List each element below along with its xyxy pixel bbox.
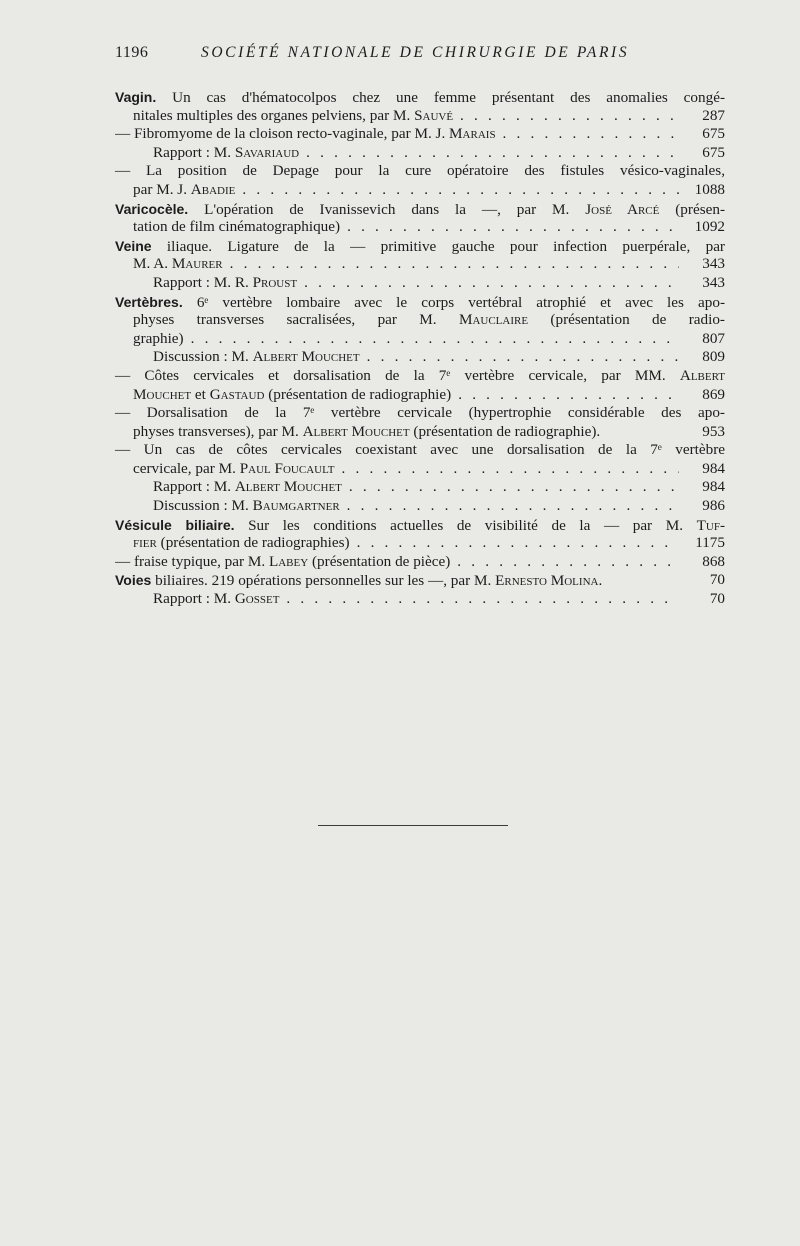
- author-name: Paul Foucault: [239, 459, 335, 477]
- author-name: José Arcé: [585, 200, 660, 218]
- page-ref: 1088: [679, 181, 725, 200]
- index-line: — Un cas de côtes cervicales coexistant avec une dorsalisation de la 7ᵉ vertèbre: [115, 441, 725, 459]
- author-name: Abadie: [190, 180, 236, 198]
- author-name: Savariaud: [234, 143, 300, 161]
- author-name: Gosset: [234, 590, 280, 608]
- index-line: Voies biliaires. 219 opérations personnelles sur les —, par M. Ernesto Molina. 70: [115, 571, 725, 590]
- index-keyword: Varicocèle.: [115, 200, 189, 217]
- page-header: [115, 44, 725, 66]
- index-keyword: Vagin.: [115, 89, 157, 105]
- index-line: cervicale, par M. Paul Foucault . . . 984: [115, 460, 725, 479]
- author-name: Tuf-: [696, 516, 726, 534]
- index-line: — La position de Depage pour la cure opératoire des fistules vésico-vaginales,: [115, 162, 725, 180]
- index-line: Vertèbres. 6ᵉ vertèbre lombaire avec le corps vertébral atrophié et avec les apo-: [115, 293, 726, 311]
- page-ref: 868: [679, 553, 725, 572]
- index-line: Varicocèle. L'opération de Ivanissevich dans la —, par M. José Arcé (présen-: [115, 200, 726, 218]
- index-line: Discussion : M. Baumgartner . . . 986: [115, 497, 725, 516]
- page-ref: 1175: [679, 534, 725, 553]
- index-line: Rapport : M. Savariaud . . . 675: [115, 144, 725, 163]
- index-line: physes transverses sacralisées, par M. Mauclaire (présentation de radio-: [133, 311, 725, 329]
- index-line: Mouchet et Gastaud (présentation de radiographie) . . . 869: [115, 386, 725, 405]
- author-name: Baumgartner: [252, 497, 340, 515]
- index-line: Rapport : M. Albert Mouchet . . . 984: [115, 478, 725, 497]
- author-name: Sauvé: [414, 106, 454, 124]
- index-line: fier (présentation de radiographies) . . . 1175: [115, 534, 725, 553]
- index-keyword: Vésicule biliaire.: [115, 516, 235, 533]
- index-line: tation de film cinématographique) . . . 1092: [115, 218, 725, 237]
- author-name: fier: [133, 534, 157, 552]
- page-ref: 70: [679, 590, 725, 609]
- page-ref: 343: [679, 255, 725, 274]
- index-line: Vésicule biliaire. Sur les conditions actuelles de visibilité de la — par M. Tuf-: [115, 516, 726, 534]
- subject-index: [115, 88, 725, 609]
- running-title: SOCIÉTÉ NATIONALE DE CHIRURGIE DE PARIS: [201, 44, 630, 61]
- index-line: — fraise typique, par M. Labey (présentation de pièce) . . . 868: [115, 553, 725, 572]
- author-name: Albert: [679, 366, 726, 384]
- author-name: Ernesto Molina: [495, 572, 599, 590]
- index-keyword: Vertèbres.: [115, 293, 183, 310]
- page-ref: 287: [679, 107, 725, 126]
- index-line: Rapport : M. Gosset . . . 70: [115, 590, 725, 609]
- index-line: Veine iliaque. Ligature de la — primitive gauche pour infection puerpérale, par: [115, 237, 725, 255]
- author-name: Gastaud: [209, 385, 265, 403]
- author-name: Albert Mouchet: [302, 422, 410, 440]
- index-line: Discussion : M. Albert Mouchet . . . 809: [115, 348, 725, 367]
- author-name: Mouchet: [133, 385, 192, 403]
- index-line: graphie) . . . 807: [115, 330, 725, 349]
- author-name: Albert Mouchet: [234, 478, 342, 496]
- index-line: — Dorsalisation de la 7ᵉ vertèbre cervicale (hypertrophie considérable des apo-: [115, 404, 725, 422]
- page-ref: 70: [679, 571, 725, 590]
- index-line: M. A. Maurer . . . 343: [115, 255, 725, 274]
- page-ref: 869: [679, 386, 725, 405]
- index-keyword: Voies: [115, 572, 152, 589]
- author-name: Maurer: [171, 255, 223, 273]
- page-ref: 984: [679, 478, 725, 497]
- index-line: Vagin. Un cas d'hématocolpos chez une femme présentant des anomalies congé-: [115, 89, 725, 106]
- index-line: par M. J. Abadie . . . 1088: [115, 181, 725, 200]
- page-ref: 809: [679, 348, 725, 367]
- page-ref: 675: [679, 125, 725, 144]
- author-name: Labey: [268, 552, 309, 570]
- page-ref: 1092: [679, 218, 725, 237]
- index-line: — Fibromyome de la cloison recto-vaginale, par M. J. Marais . . . 675: [115, 125, 725, 144]
- author-name: Proust: [252, 273, 298, 291]
- index-line: — Côtes cervicales et dorsalisation de la 7ᵉ vertèbre cervicale, par MM. Albert: [115, 366, 726, 384]
- page-number: 1196: [115, 44, 149, 61]
- page-ref: 986: [679, 497, 725, 516]
- page-ref: 953: [679, 423, 725, 442]
- page-ref: 984: [679, 460, 725, 479]
- index-line: physes transverses), par M. Albert Mouchet (présentation de radiographie). 953: [133, 422, 725, 440]
- author-name: Albert Mouchet: [252, 348, 360, 366]
- index-line: nitales multiples des organes pelviens, par M. Sauvé . . . 287: [115, 107, 725, 126]
- index-keyword: Veine: [115, 237, 152, 254]
- page-ref: 343: [679, 274, 725, 293]
- end-rule: [318, 825, 508, 826]
- author-name: Marais: [449, 125, 496, 143]
- index-line: Rapport : M. R. Proust . . . 343: [115, 274, 725, 293]
- author-name: Mauclaire: [458, 311, 529, 329]
- page-ref: 807: [679, 330, 725, 349]
- page-ref: 675: [679, 144, 725, 163]
